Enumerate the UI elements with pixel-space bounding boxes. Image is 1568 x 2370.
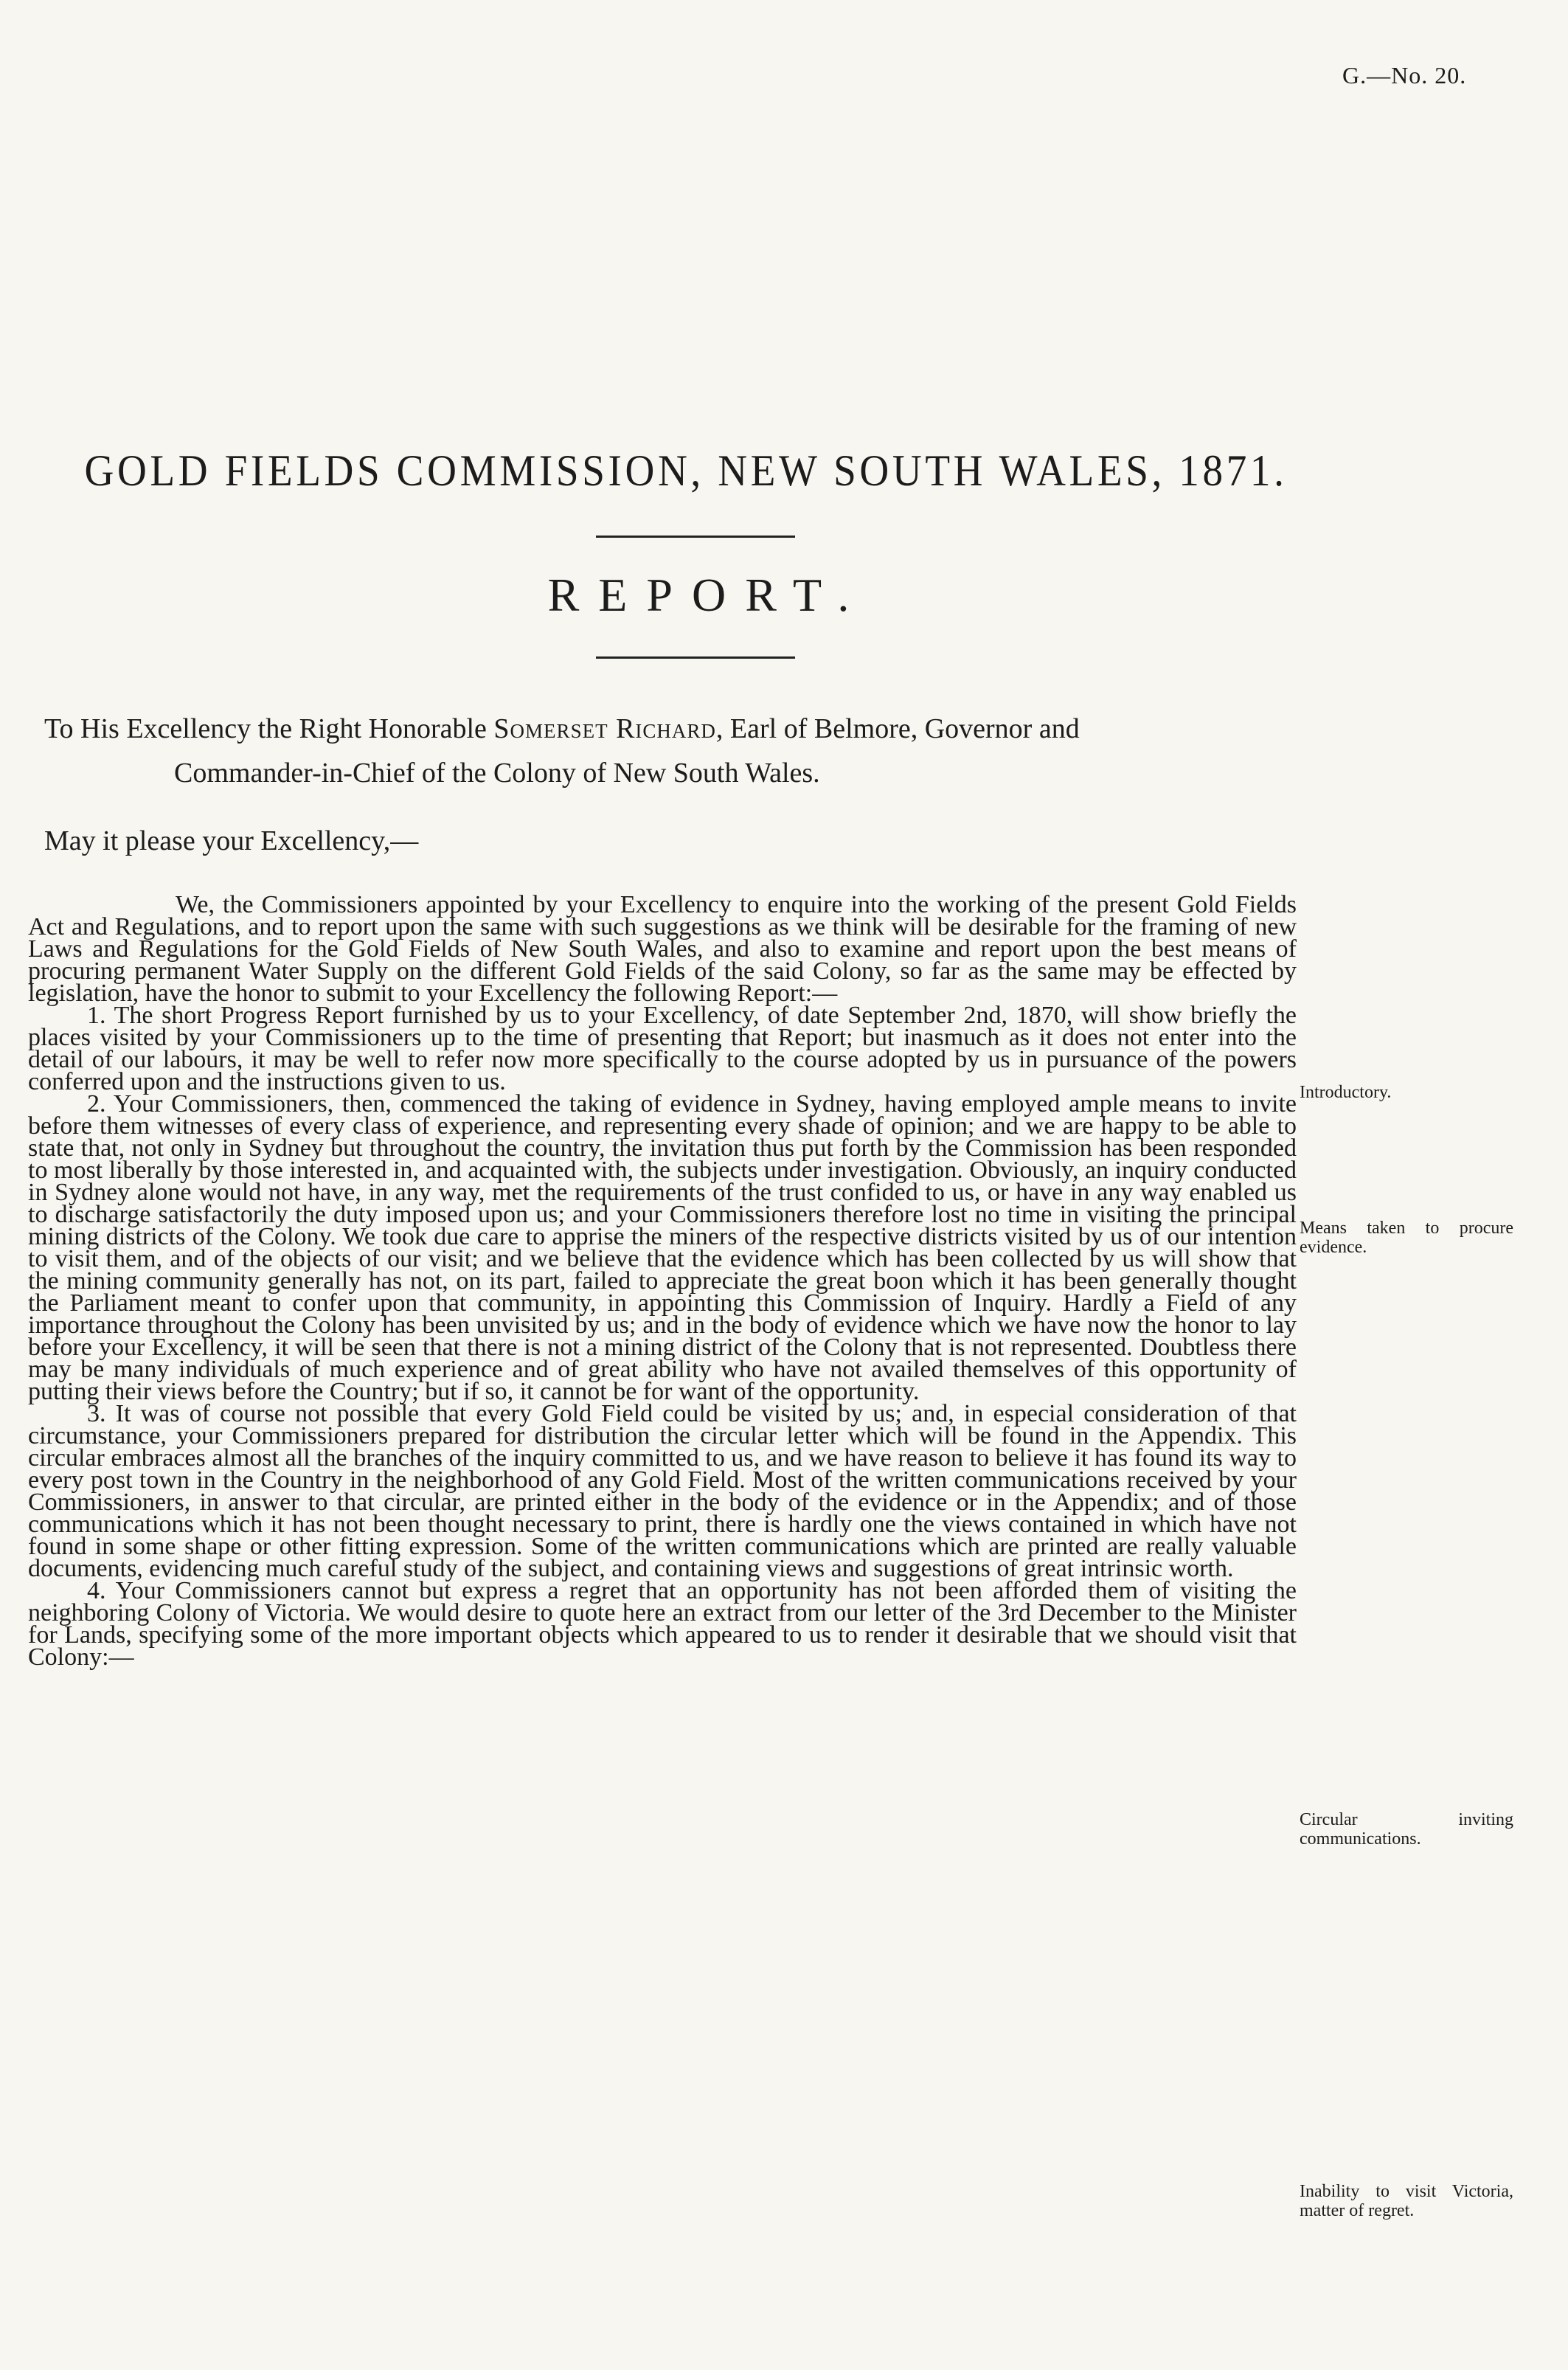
report-body	[28, 891, 1297, 1671]
title-divider	[596, 536, 795, 538]
margin-note-means-of-evidence: Means taken to procure evidence.	[1300, 1219, 1513, 1257]
paragraph-4: 4. Your Commissioners cannot but express a regret that an opportunity has not been afforded them of visiting the neighboring Colony of Victoria. We would desire to quote here an extract from our letter of the 3rd December to the Minister for Lands, specifying some of the more important objects which appeared to us to render it desirable that we should visit that Colony:—	[28, 1577, 1297, 1671]
margin-note-victoria: Inability to visit Victoria, matter of regret.	[1300, 2182, 1513, 2220]
paragraph-1: 1. The short Progress Report furnished by us to your Excellency, of date September 2nd, 1870, will show briefly the places visited by your Commissioners up to the time of presenting that Report; but inasmuch as it does not enter into the detail of our labours, it may be well to refer now more specifically to the course adopted by us in pursuance of the powers conferred upon and the instructions given to us.	[28, 1002, 1297, 1095]
salutation: May it please your Excellency,—	[44, 825, 419, 856]
address-suffix: , Earl of Belmore, Governor and	[715, 713, 1080, 744]
address-block	[44, 707, 1313, 795]
paragraph-3: 3. It was of course not possible that every Gold Field could be visited by us; and, in especial consideration of that circumstance, your Commissioners prepared for distribution the circular letter which will be found in the Appendix. This circular embraces almost all the branches of the inquiry committed to us, and we have reason to believe it has found its way to every post town in the Country in the neighborhood of any Gold Field. Most of the written communications received by your Commissioners, in answer to that circular, are printed either in the body of the evidence or in the Appendix; and of those communications which it has not been thought necessary to print, there is hardly one the views contained in which have not found in some shape or other fitting expression. Some of the written communications which are printed are really valuable documents, evidencing much careful study of the subject, and containing views and suggestions of great intrinsic worth.	[28, 1400, 1297, 1582]
opening-paragraph: We, the Commissioners appointed by your Excellency to enquire into the working of the present Gold Fields Act and Regulations, and to report upon the same with such suggestions as we think will be desirable for the framing of new Laws and Regulations for the Gold Fields of New South Wales, and also to examine and report upon the best means of procuring permanent Water Supply on the different Gold Fields of the said Colony, so far as the same may be effected by legislation, have the honor to submit to your Excellency the following Report:—	[28, 891, 1297, 1007]
address-line-2: Commander-in-Chief of the Colony of New South Wales.	[174, 758, 820, 789]
margin-note-introductory: Introductory.	[1300, 1083, 1392, 1102]
address-prefix: To His Excellency the Right Honorable	[44, 713, 494, 744]
address-name: Somerset Richard	[493, 713, 716, 744]
heading-divider	[596, 656, 795, 659]
report-heading: REPORT.	[547, 569, 869, 621]
margin-note-circular: Circular inviting communications.	[1300, 1810, 1513, 1848]
page-identifier: G.—No. 20.	[1342, 62, 1467, 89]
paragraph-2: 2. Your Commissioners, then, commenced the taking of evidence in Sydney, having employed ample means to invite before them witnesses of every class of experience, and representing every shade of opinion; and we are happy to be able to state that, not only in Sydney but throughout the country, the invitation thus put forth by the Commission has been responded to most liberally by those interested in, and acquainted with, the subjects under investigation. Obviously, an inquiry conducted in Sydney alone would not have, in any way, met the requirements of the trust confided to us, or have in any way enabled us to discharge satisfactorily the duty imposed upon us; and your Commissioners therefore lost no time in visiting the principal mining districts of the Colony. We took due care to apprise the miners of the respective districts visited by us of our intention to visit them, and of the objects of our visit; and we believe that the evidence which has been collected by us will show that the mining community generally has not, on its part, failed to appreciate the great boon which it has been generally thought the Parliament meant to confer upon that community, in appointing this Commission of Inquiry. Hardly a Field of any importance throughout the Colony has been unvisited by us; and in the body of evidence which we have now the honor to lay before your Excellency, it will be seen that there is not a mining district of the Colony that is not represented. Doubtless there may be many individuals of much experience and of great ability who have not availed themselves of this opportunity of putting their views before the Country; but if so, it cannot be for want of the opportunity.	[28, 1090, 1297, 1405]
document-title: GOLD FIELDS COMMISSION, NEW SOUTH WALES, 1871.	[84, 446, 1288, 495]
